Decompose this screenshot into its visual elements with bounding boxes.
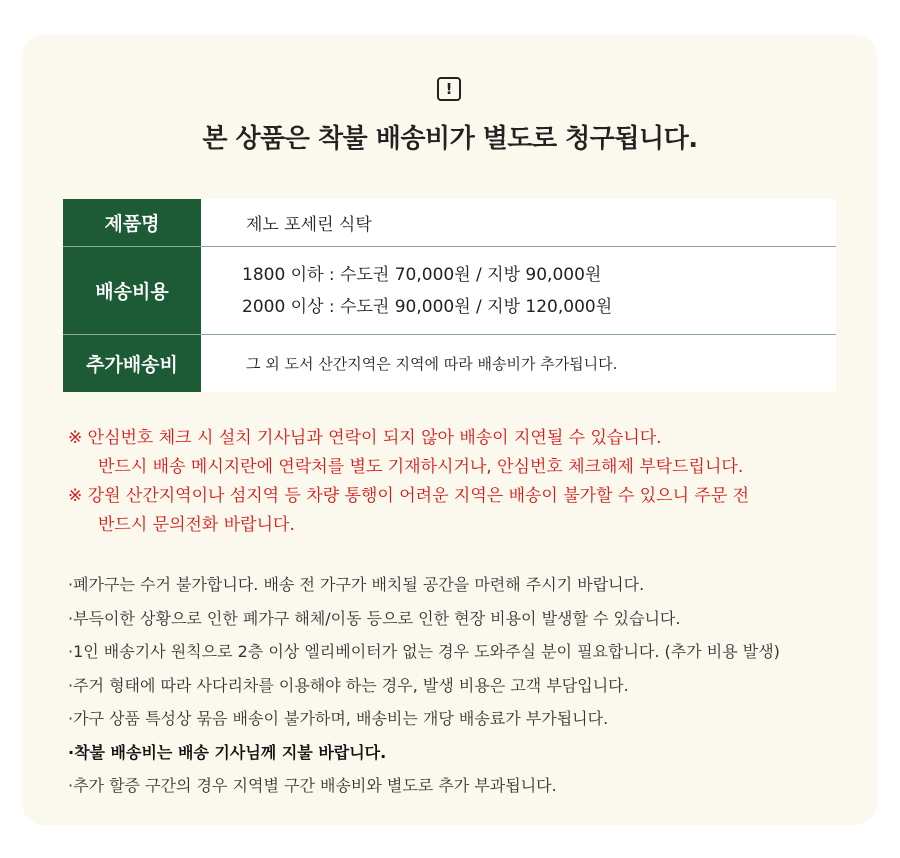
list-item: ·추가 할증 구간의 경우 지역별 구간 배송비와 별도로 추가 부과됩니다. [68,776,557,795]
shipping-rules-list [68,568,868,803]
list-item: ·주거 형태에 따라 사다리차를 이용해야 하는 경우, 발생 비용은 고객 부담입니다. [68,675,629,695]
warning-notices [68,424,858,540]
shipping-cost-label: 배송비용 [63,247,201,334]
warning-line: ※ 안심번호 체크 시 설치 기사님과 연락이 되지 않아 배송이 지연될 수 있습니다. [68,428,662,448]
list-item: ·착불 배송비는 배송 기사님께 지불 바랍니다. [68,742,387,762]
table-row-extra-shipping [63,335,836,392]
list-item: ·가구 상품 특성상 묶음 배송이 불가하며, 배송비는 개당 배송료가 부가됩니다. [68,709,609,728]
list-item: ·부득이한 상황으로 인한 폐가구 해체/이동 등으로 인한 현장 비용이 발생할 수 있습니다. [68,608,681,628]
list-item: ·1인 배송기사 원칙으로 2층 이상 엘리베이터가 없는 경우 도와주실 분이 필요합니다. (추가 비용 발생) [68,642,780,661]
alert-icon: ! [437,77,461,101]
shipping-cost-value [201,247,836,334]
warning-line: ※ 강원 산간지역이나 섬지역 등 차량 통행이 어려운 지역은 배송이 불가할 수 있으니 주문 전 [68,486,750,506]
shipping-cost-line: 1800 이하 : 수도권 70,000원 / 지방 90,000원 [242,264,602,285]
shipping-cost-line: 2000 이상 : 수도권 90,000원 / 지방 120,000원 [242,296,613,317]
extra-shipping-value: 그 외 도서 산간지역은 지역에 따라 배송비가 추가됩니다. [246,355,618,373]
page-title: 본 상품은 착불 배송비가 별도로 청구됩니다. [202,124,698,154]
product-name-label: 제품명 [63,199,201,246]
shipping-info-table [63,199,836,392]
table-row-shipping-cost [63,247,836,335]
extra-shipping-label: 추가배송비 [63,335,201,392]
warning-line: 반드시 배송 메시지란에 연락처를 별도 기재하시거나, 안심번호 체크해제 부탁드립니다. [98,457,744,477]
product-name-value: 제노 포세린 식탁 [246,215,372,235]
table-row-product [63,199,836,247]
warning-line: 반드시 문의전화 바랍니다. [98,515,295,535]
list-item: ·폐가구는 수거 불가합니다. 배송 전 가구가 배치될 공간을 마련해 주시기 바랍니다. [68,575,645,594]
